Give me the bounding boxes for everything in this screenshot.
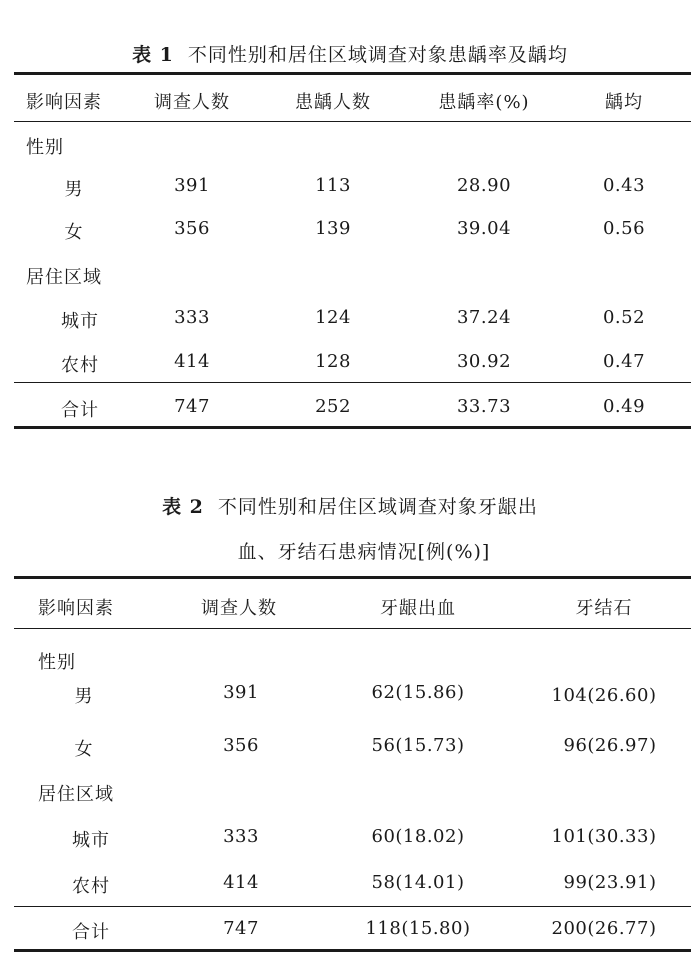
table2-total-count: 747 <box>223 918 259 939</box>
table2-cell-calculus: 101(30.33) <box>551 826 657 847</box>
table2-title-line1: 不同性别和居住区域调查对象牙龈出 <box>217 496 538 518</box>
table1-caption <box>0 40 700 67</box>
table1-cell-count: 333 <box>174 307 210 328</box>
table2-row-label: 农村 <box>72 876 110 897</box>
table1-cell-count: 391 <box>174 175 210 196</box>
table1-cell-caries-rate: 37.24 <box>456 307 512 328</box>
table1-total-dmft: 0.49 <box>602 396 646 417</box>
table1-cell-dmft: 0.56 <box>602 218 646 239</box>
table2-cell-gum-bleeding: 60(18.02) <box>371 826 465 847</box>
table1-top-rule <box>14 72 691 75</box>
table1-cell-caries-count: 124 <box>315 307 351 328</box>
table2-header-calculus: 牙结石 <box>575 598 633 619</box>
table1-header-caries-count: 患龋人数 <box>295 92 371 113</box>
table1-group-gender: 性别 <box>26 137 64 158</box>
table2-cell-gum-bleeding: 62(15.86) <box>371 682 465 703</box>
table1-header-count: 调查人数 <box>154 92 230 113</box>
table1-total-rule <box>14 382 691 383</box>
table1-header-rule <box>14 121 691 122</box>
table2-total-gum-bleeding: 118(15.80) <box>365 918 471 939</box>
table1-total-count: 747 <box>174 396 210 417</box>
table1-total-caries-count: 252 <box>315 396 351 417</box>
table2-group-area: 居住区域 <box>38 784 114 805</box>
table2-row-label: 城市 <box>72 830 110 851</box>
table2-cell-calculus: 99(23.91) <box>563 872 657 893</box>
table2-row-label: 女 <box>74 739 94 760</box>
table1-cell-caries-count: 128 <box>315 351 351 372</box>
table1-cell-dmft: 0.47 <box>602 351 646 372</box>
table2-top-rule <box>14 576 691 579</box>
table1-row-label: 城市 <box>61 311 99 332</box>
table2-header-gum-bleeding: 牙龈出血 <box>380 598 456 619</box>
table2-cell-gum-bleeding: 58(14.01) <box>371 872 465 893</box>
table1-row-label: 农村 <box>61 355 99 376</box>
table1-total-caries-rate: 33.73 <box>456 396 512 417</box>
table2-cell-calculus: 104(26.60) <box>551 685 657 706</box>
table1-cell-caries-rate: 39.04 <box>456 218 512 239</box>
table2-header-count: 调查人数 <box>201 598 277 619</box>
table1-cell-dmft: 0.43 <box>602 175 646 196</box>
table1-row-label: 男 <box>64 179 84 200</box>
table1-cell-count: 356 <box>174 218 210 239</box>
table2-cell-gum-bleeding: 56(15.73) <box>371 735 465 756</box>
table2-caption-line2 <box>0 537 700 564</box>
table1-cell-dmft: 0.52 <box>602 307 646 328</box>
table2-number: 表 2 <box>162 496 204 518</box>
table2-group-gender: 性别 <box>38 652 76 673</box>
table1-header-factor: 影响因素 <box>26 92 102 113</box>
table2-row-label: 男 <box>74 686 94 707</box>
table2-header-factor: 影响因素 <box>38 598 114 619</box>
table1-group-area: 居住区域 <box>26 267 102 288</box>
table1-cell-caries-count: 113 <box>315 175 351 196</box>
table1-header-caries-rate: 患龋率(%) <box>438 92 530 113</box>
table1-title: 不同性别和居住区域调查对象患龋率及龋均 <box>187 44 568 66</box>
table1-cell-caries-rate: 28.90 <box>456 175 512 196</box>
table1-total-label: 合计 <box>61 400 99 421</box>
table1-bottom-rule <box>14 426 691 429</box>
table1-header-dmft: 龋均 <box>605 92 643 113</box>
table1-cell-caries-count: 139 <box>315 218 351 239</box>
table1-row-label: 女 <box>64 222 84 243</box>
table1-cell-count: 414 <box>174 351 210 372</box>
table2-header-rule <box>14 628 691 629</box>
table2-cell-count: 333 <box>223 826 259 847</box>
table1-number: 表 1 <box>132 44 174 66</box>
table2-total-rule <box>14 906 691 907</box>
table2-title-line2: 血、牙结石患病情况[例(%)] <box>237 541 491 563</box>
table2-cell-count: 356 <box>223 735 259 756</box>
table2-total-calculus: 200(26.77) <box>551 918 657 939</box>
table2-total-label: 合计 <box>72 922 110 943</box>
table2-cell-calculus: 96(26.97) <box>563 735 657 756</box>
table1-cell-caries-rate: 30.92 <box>456 351 512 372</box>
table2-caption-line1 <box>0 492 700 519</box>
table2-cell-count: 391 <box>223 682 259 703</box>
table2-bottom-rule <box>14 949 691 952</box>
table2-cell-count: 414 <box>223 872 259 893</box>
